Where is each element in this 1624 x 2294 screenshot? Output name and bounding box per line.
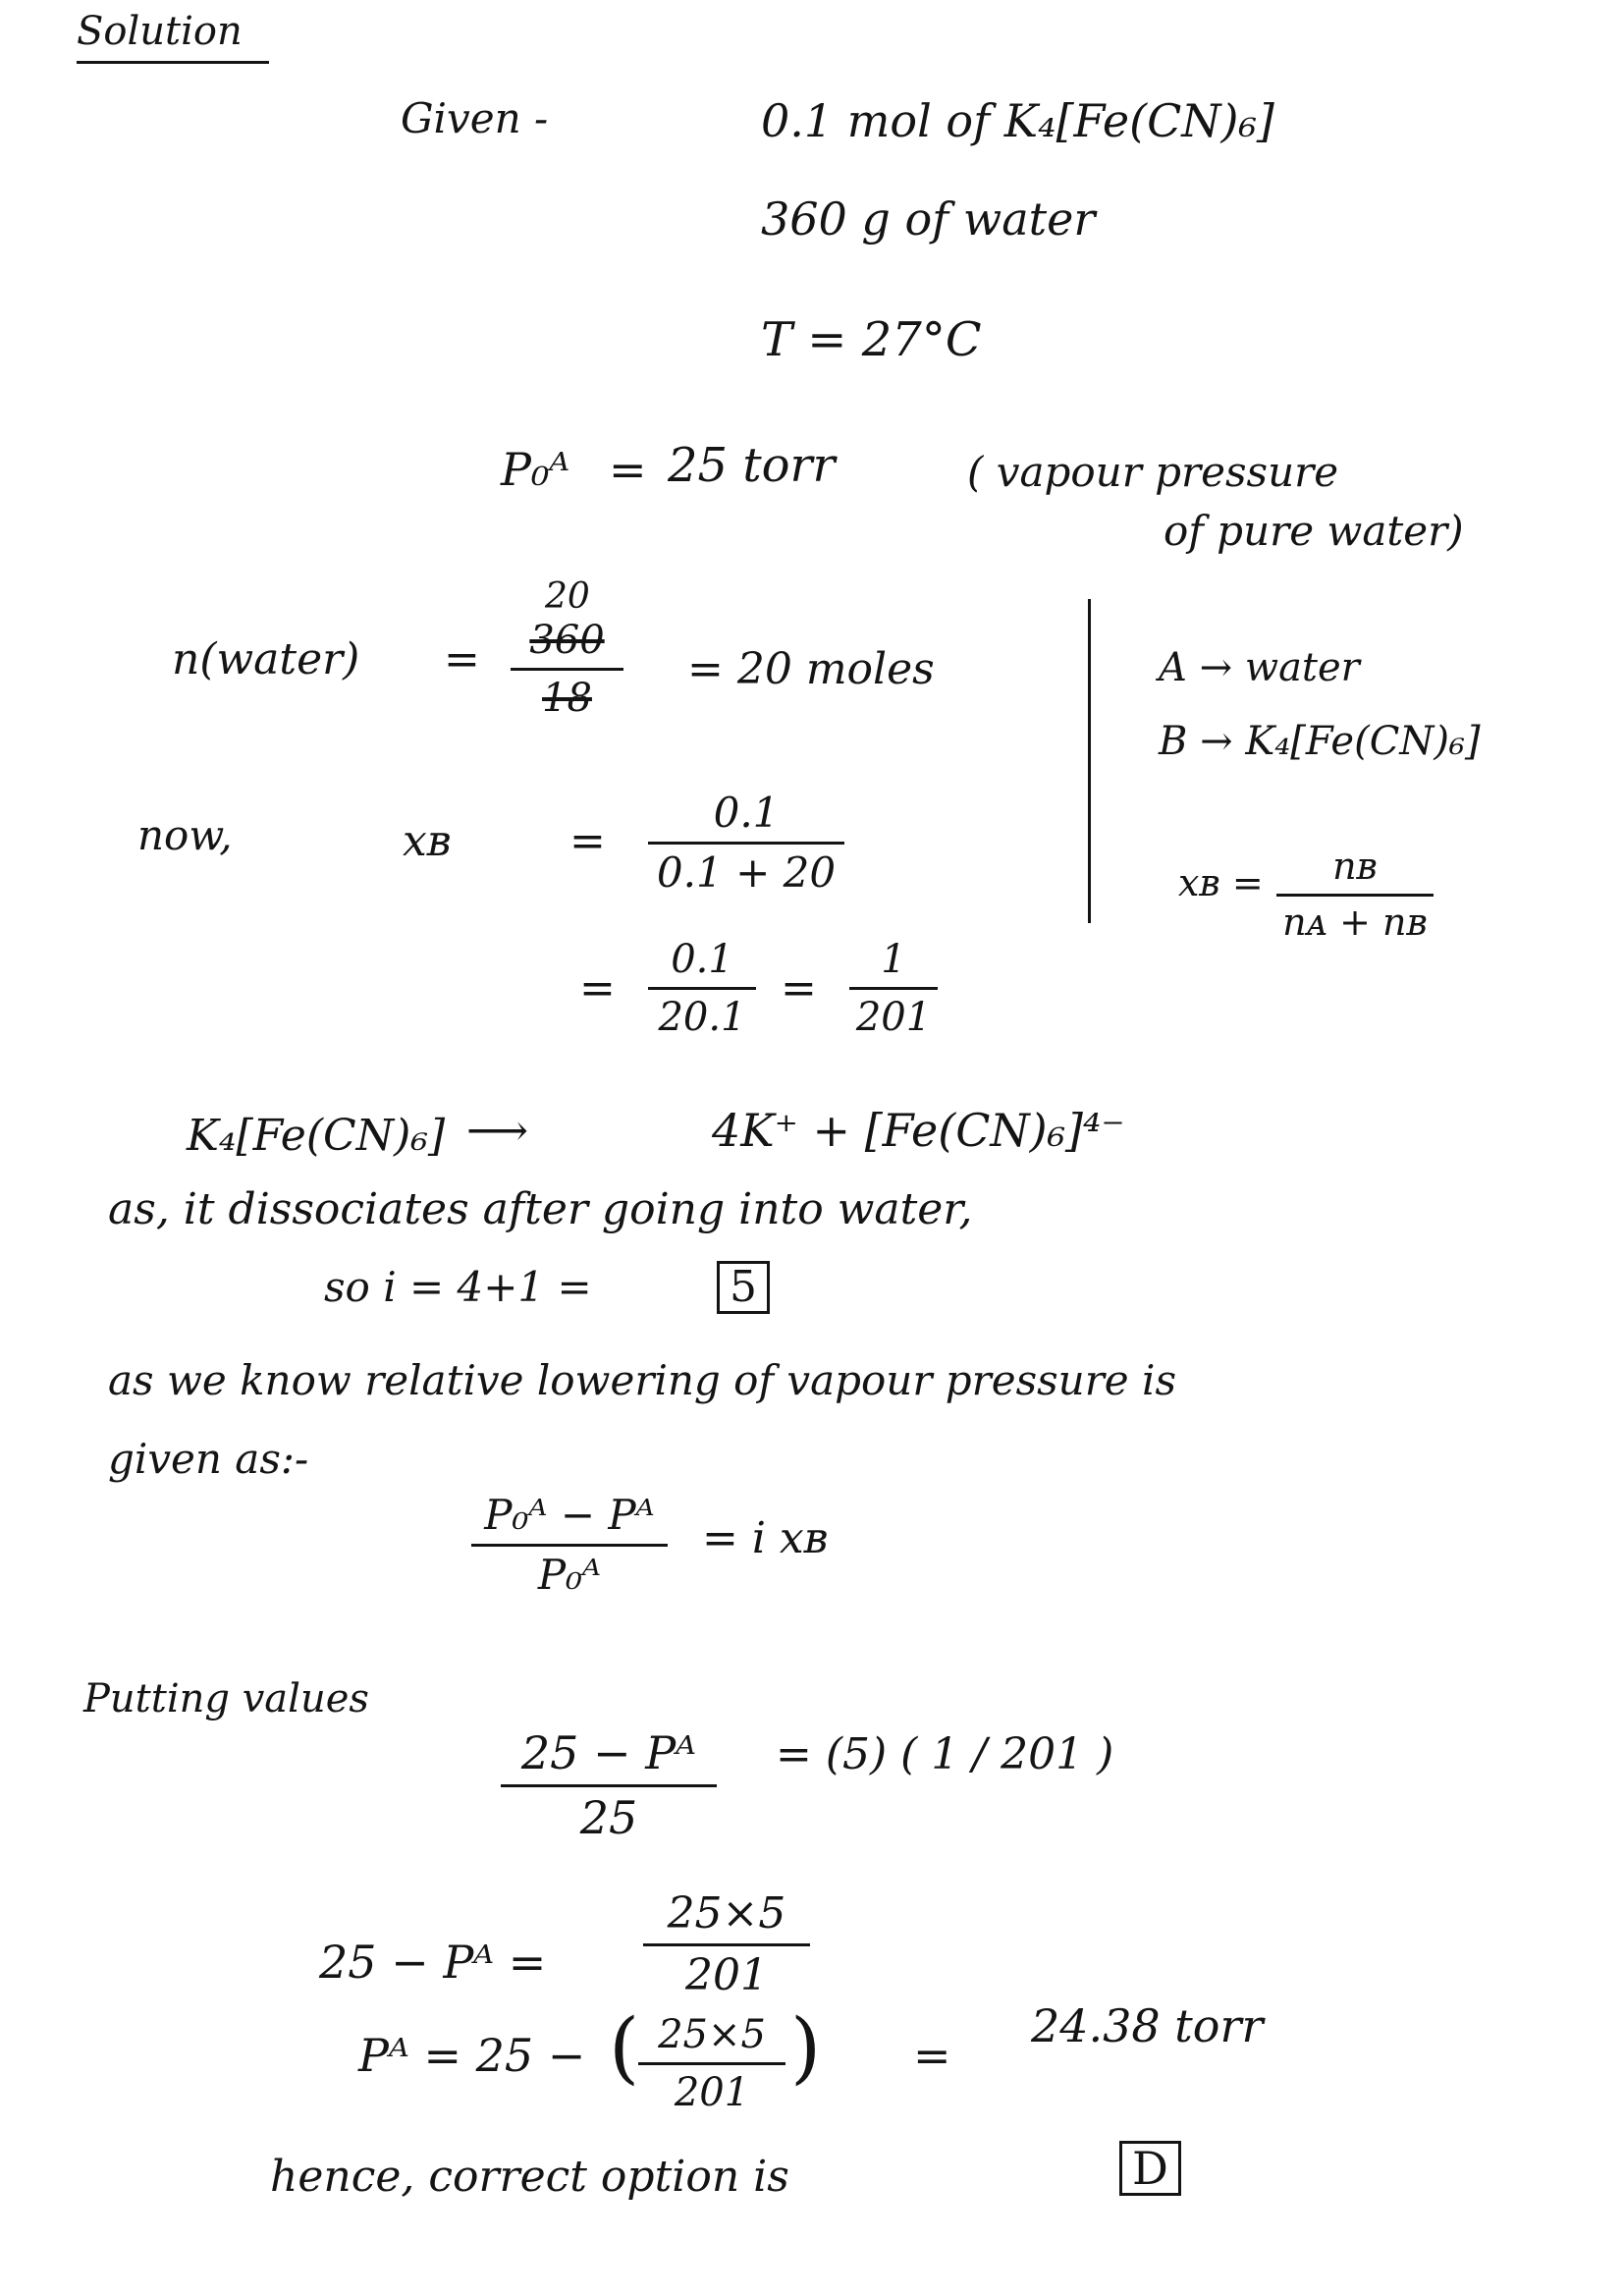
solution-heading: Solution [77, 9, 243, 54]
relation-fraction [471, 1493, 668, 1598]
legend-a: A → water [1159, 645, 1360, 690]
step2-lhs: 25 − Pᴬ = [319, 1936, 547, 1989]
mf-den3: 201 [855, 995, 932, 1040]
pa0-note-2: of pure water) [1164, 507, 1464, 555]
mf-den: 0.1 + 20 [656, 848, 837, 898]
diss-reactant: K₄[Fe(CN)₆] [187, 1111, 446, 1161]
step2-bar [643, 1943, 810, 1946]
moles-result: = 20 moles [687, 644, 935, 694]
step2-num: 25×5 [667, 1888, 786, 1939]
mf-eq3: = [781, 963, 817, 1013]
heading-underline [77, 61, 269, 64]
putting-num: 25 − Pᴬ [520, 1726, 697, 1779]
mf-now: now, [137, 811, 233, 859]
putting-fraction [501, 1728, 717, 1842]
moles-den: 18 [542, 676, 592, 721]
relation-line-1: as we know relative lowering of vapour pressure is [108, 1356, 1177, 1404]
putting-den: 25 [579, 1790, 638, 1844]
mf-num2: 0.1 [671, 937, 733, 982]
diss-products: 4K⁺ + [Fe(CN)₆]⁴⁻ [712, 1104, 1125, 1157]
relation-num: P₀ᴬ − Pᴬ [484, 1491, 655, 1539]
relation-bar [471, 1544, 668, 1547]
step2-fraction [643, 1890, 810, 2000]
moles-fraction [511, 619, 623, 720]
legend-xb-bar [1276, 894, 1434, 897]
given-temp: T = 27°C [761, 312, 982, 367]
mf-bar3 [849, 987, 938, 990]
given-label: Given - [401, 94, 549, 142]
step3-num: 25×5 [658, 2012, 766, 2057]
legend-xb-fraction [1276, 847, 1434, 944]
step3-eq: = [913, 2029, 951, 2082]
answer-box: D [1119, 2141, 1181, 2196]
mf-bar2 [648, 987, 756, 990]
putting-label: Putting values [83, 1676, 369, 1721]
conclusion-text: hence, correct option is [270, 2152, 789, 2202]
given-mol: 0.1 mol of K₄[Fe(CN)₆] [761, 94, 1274, 147]
diss-arrow: ⟶ [466, 1106, 529, 1156]
pa0-note-1: ( vapour pressure [967, 448, 1339, 496]
legend-divider [1088, 599, 1091, 923]
step3-den: 201 [674, 2070, 750, 2115]
putting-bar [501, 1784, 717, 1787]
step3-bar [638, 2062, 785, 2065]
legend-xb-num: nʙ [1332, 845, 1378, 888]
i-value-box: 5 [717, 1261, 770, 1314]
pa0-lhs: P₀ᴬ [501, 443, 570, 496]
mf-eq2: = [579, 963, 616, 1013]
relation-den: P₀ᴬ [537, 1551, 602, 1600]
mf-eq: = [569, 816, 606, 866]
diss-line-3: so i = 4+1 = [324, 1263, 592, 1311]
moles-eq: = [444, 634, 480, 684]
mf-num3: 1 [881, 937, 906, 982]
mf-den2: 20.1 [658, 995, 746, 1040]
legend-xb-den: nᴀ + nʙ [1282, 900, 1428, 944]
moles-bar [511, 668, 623, 671]
legend-xb-lhs: xʙ = [1178, 861, 1264, 904]
relation-rhs: = i xʙ [702, 1513, 829, 1563]
legend-b: B → K₄[Fe(CN)₆] [1159, 719, 1481, 764]
pa0-eq: = [609, 443, 647, 496]
mf-lhs: xʙ [403, 816, 452, 866]
mf-fraction-2 [648, 938, 756, 1039]
step3-result: 24.38 torr [1031, 1999, 1264, 2052]
step3-fraction [638, 2013, 785, 2114]
step3-open-paren: ( [609, 2001, 640, 2093]
mf-num: 0.1 [713, 789, 780, 837]
step3-close-paren: ) [790, 2001, 822, 2093]
putting-rhs: = (5) ( 1 / 201 ) [776, 1729, 1114, 1779]
step2-den: 201 [685, 1950, 768, 2001]
mf-bar [648, 842, 844, 845]
given-water: 360 g of water [761, 192, 1096, 246]
mf-fraction-3 [849, 938, 938, 1039]
pa0-value: 25 torr [668, 438, 836, 493]
moles-num: 360 [529, 618, 605, 663]
moles-num-top: 20 [545, 576, 590, 617]
relation-line-2: given as:- [108, 1435, 309, 1483]
diss-line-2: as, it dissociates after going into water, [108, 1184, 973, 1234]
step3-lhs: Pᴬ = 25 − [358, 2029, 586, 2082]
mf-fraction-1 [648, 791, 844, 896]
moles-lhs: n(water) [172, 634, 360, 684]
